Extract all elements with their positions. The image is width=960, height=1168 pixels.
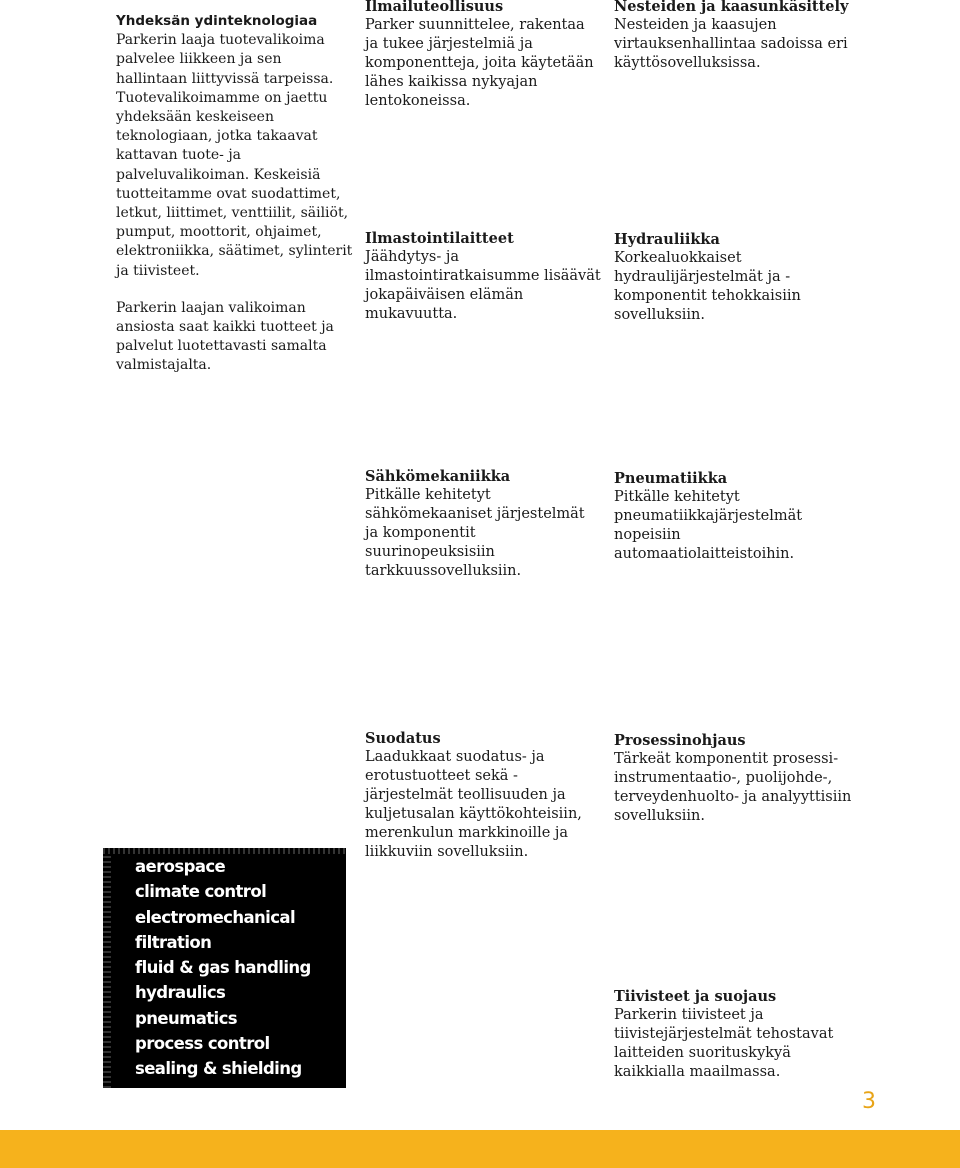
section-text: Pitkälle kehitetyt sähkömekaaniset järjestelmät ja komponentit suurinopeuksisiin tarkkuussovelluksiin. [365, 487, 585, 579]
section-text: Jäähdytys- ja ilmastointiratkaisumme lisäävät jokapäiväisen elämän mukavuutta. [365, 249, 601, 322]
intro-paragraph [116, 12, 356, 281]
page-number: 3 [862, 1089, 876, 1114]
section-title: Suodatus [365, 730, 441, 747]
technology-item-filtration: filtration [135, 932, 212, 952]
footer-accent-bar [0, 1130, 960, 1168]
technology-item-sealing-shielding: sealing & shielding [135, 1059, 302, 1079]
logo-top-edge [103, 848, 346, 854]
section-title: Hydrauliikka [614, 231, 720, 248]
section-text: Korkealuokkaiset hydraulijärjestelmät ja -komponentit tehokkaisiin sovelluksiin. [614, 250, 801, 323]
technology-item-process-control: process control [135, 1034, 270, 1054]
technology-item-climate-control: climate control [135, 882, 267, 902]
technology-item-hydraulics: hydraulics [135, 983, 226, 1003]
logo-left-edge [103, 848, 111, 1088]
technology-item-fluid-gas-handling: fluid & gas handling [135, 958, 311, 978]
intro-heading: Yhdeksän ydinteknologiaa [116, 13, 318, 29]
technology-item-aerospace: aerospace [135, 857, 226, 876]
section-text: Parker suunnittelee, rakentaa ja tukee järjestelmiä ja komponentteja, joita käytetään lähes kaikissa nykyajan lentokoneissa. [365, 17, 594, 109]
technology-item-pneumatics: pneumatics [135, 1008, 237, 1028]
section-title: Sähkömekaniikka [365, 468, 511, 485]
section-title: Tiivisteet ja suojaus [614, 988, 777, 1005]
section-title: Ilmastointilaitteet [365, 230, 514, 247]
section-pneumatics [614, 469, 854, 564]
section-text: Laadukkaat suodatus- ja erotustuotteet sekä -järjestelmät teollisuuden ja kuljetusalan käyttökohteisiin, merenkulun markkinoille ja liikkuviin sovelluksiin. [365, 749, 582, 860]
section-filtration [365, 729, 601, 862]
section-text: Nesteiden ja kaasujen virtauksenhallintaa sadoissa eri käyttösovelluksissa. [614, 17, 848, 71]
intro-section [116, 12, 356, 376]
section-sealing [614, 987, 854, 1082]
section-process-control [614, 731, 854, 826]
section-title: Pneumatiikka [614, 470, 728, 487]
section-text: Parkerin tiivisteet ja tiivistejärjestelmät tehostavat laitteiden suorituskykyä kaikkialla maailmassa. [614, 1007, 834, 1080]
technology-item-electromechanical: electromechanical [135, 907, 295, 927]
section-electromechanical [365, 467, 601, 581]
intro-closing: Parkerin laajan valikoiman ansiosta saat kaikki tuotteet ja palvelut luotettavasti samalta valmistajalta. [116, 299, 334, 374]
section-text: Tärkeät komponentit prosessi-instrumentaatio-, puolijohde-, terveydenhuolto- ja analyyttisiin sovelluksiin. [614, 751, 852, 824]
section-fluid-gas [614, 0, 854, 73]
section-aerospace [365, 0, 601, 111]
technology-list-logo [103, 848, 346, 1088]
section-title: Ilmailuteollisuus [365, 0, 504, 15]
intro-body: Parkerin laaja tuotevalikoima palvelee liikkeen ja sen hallintaan liittyvissä tarpeissa. Tuotevalikoimamme on jaettu yhdeksään keskeiseen teknologiaan, jotka takaavat kattavan tuote- ja palveluvalikoiman. Keskeisiä tuotteitamme ovat suodattimet, letkut, liittimet, venttiilit, säiliöt, pumput, moottorit, ohjaimet, elektroniikka, säätimet, sylinterit ja tiivisteet. [116, 32, 353, 279]
section-text: Pitkälle kehitetyt pneumatiikkajärjestelmät nopeisiin automaatiolaitteistoihin. [614, 489, 803, 562]
section-climate [365, 229, 601, 324]
section-hydraulics [614, 230, 854, 325]
section-title: Prosessinohjaus [614, 732, 746, 749]
section-title: Nesteiden ja kaasunkäsittely [614, 0, 849, 15]
